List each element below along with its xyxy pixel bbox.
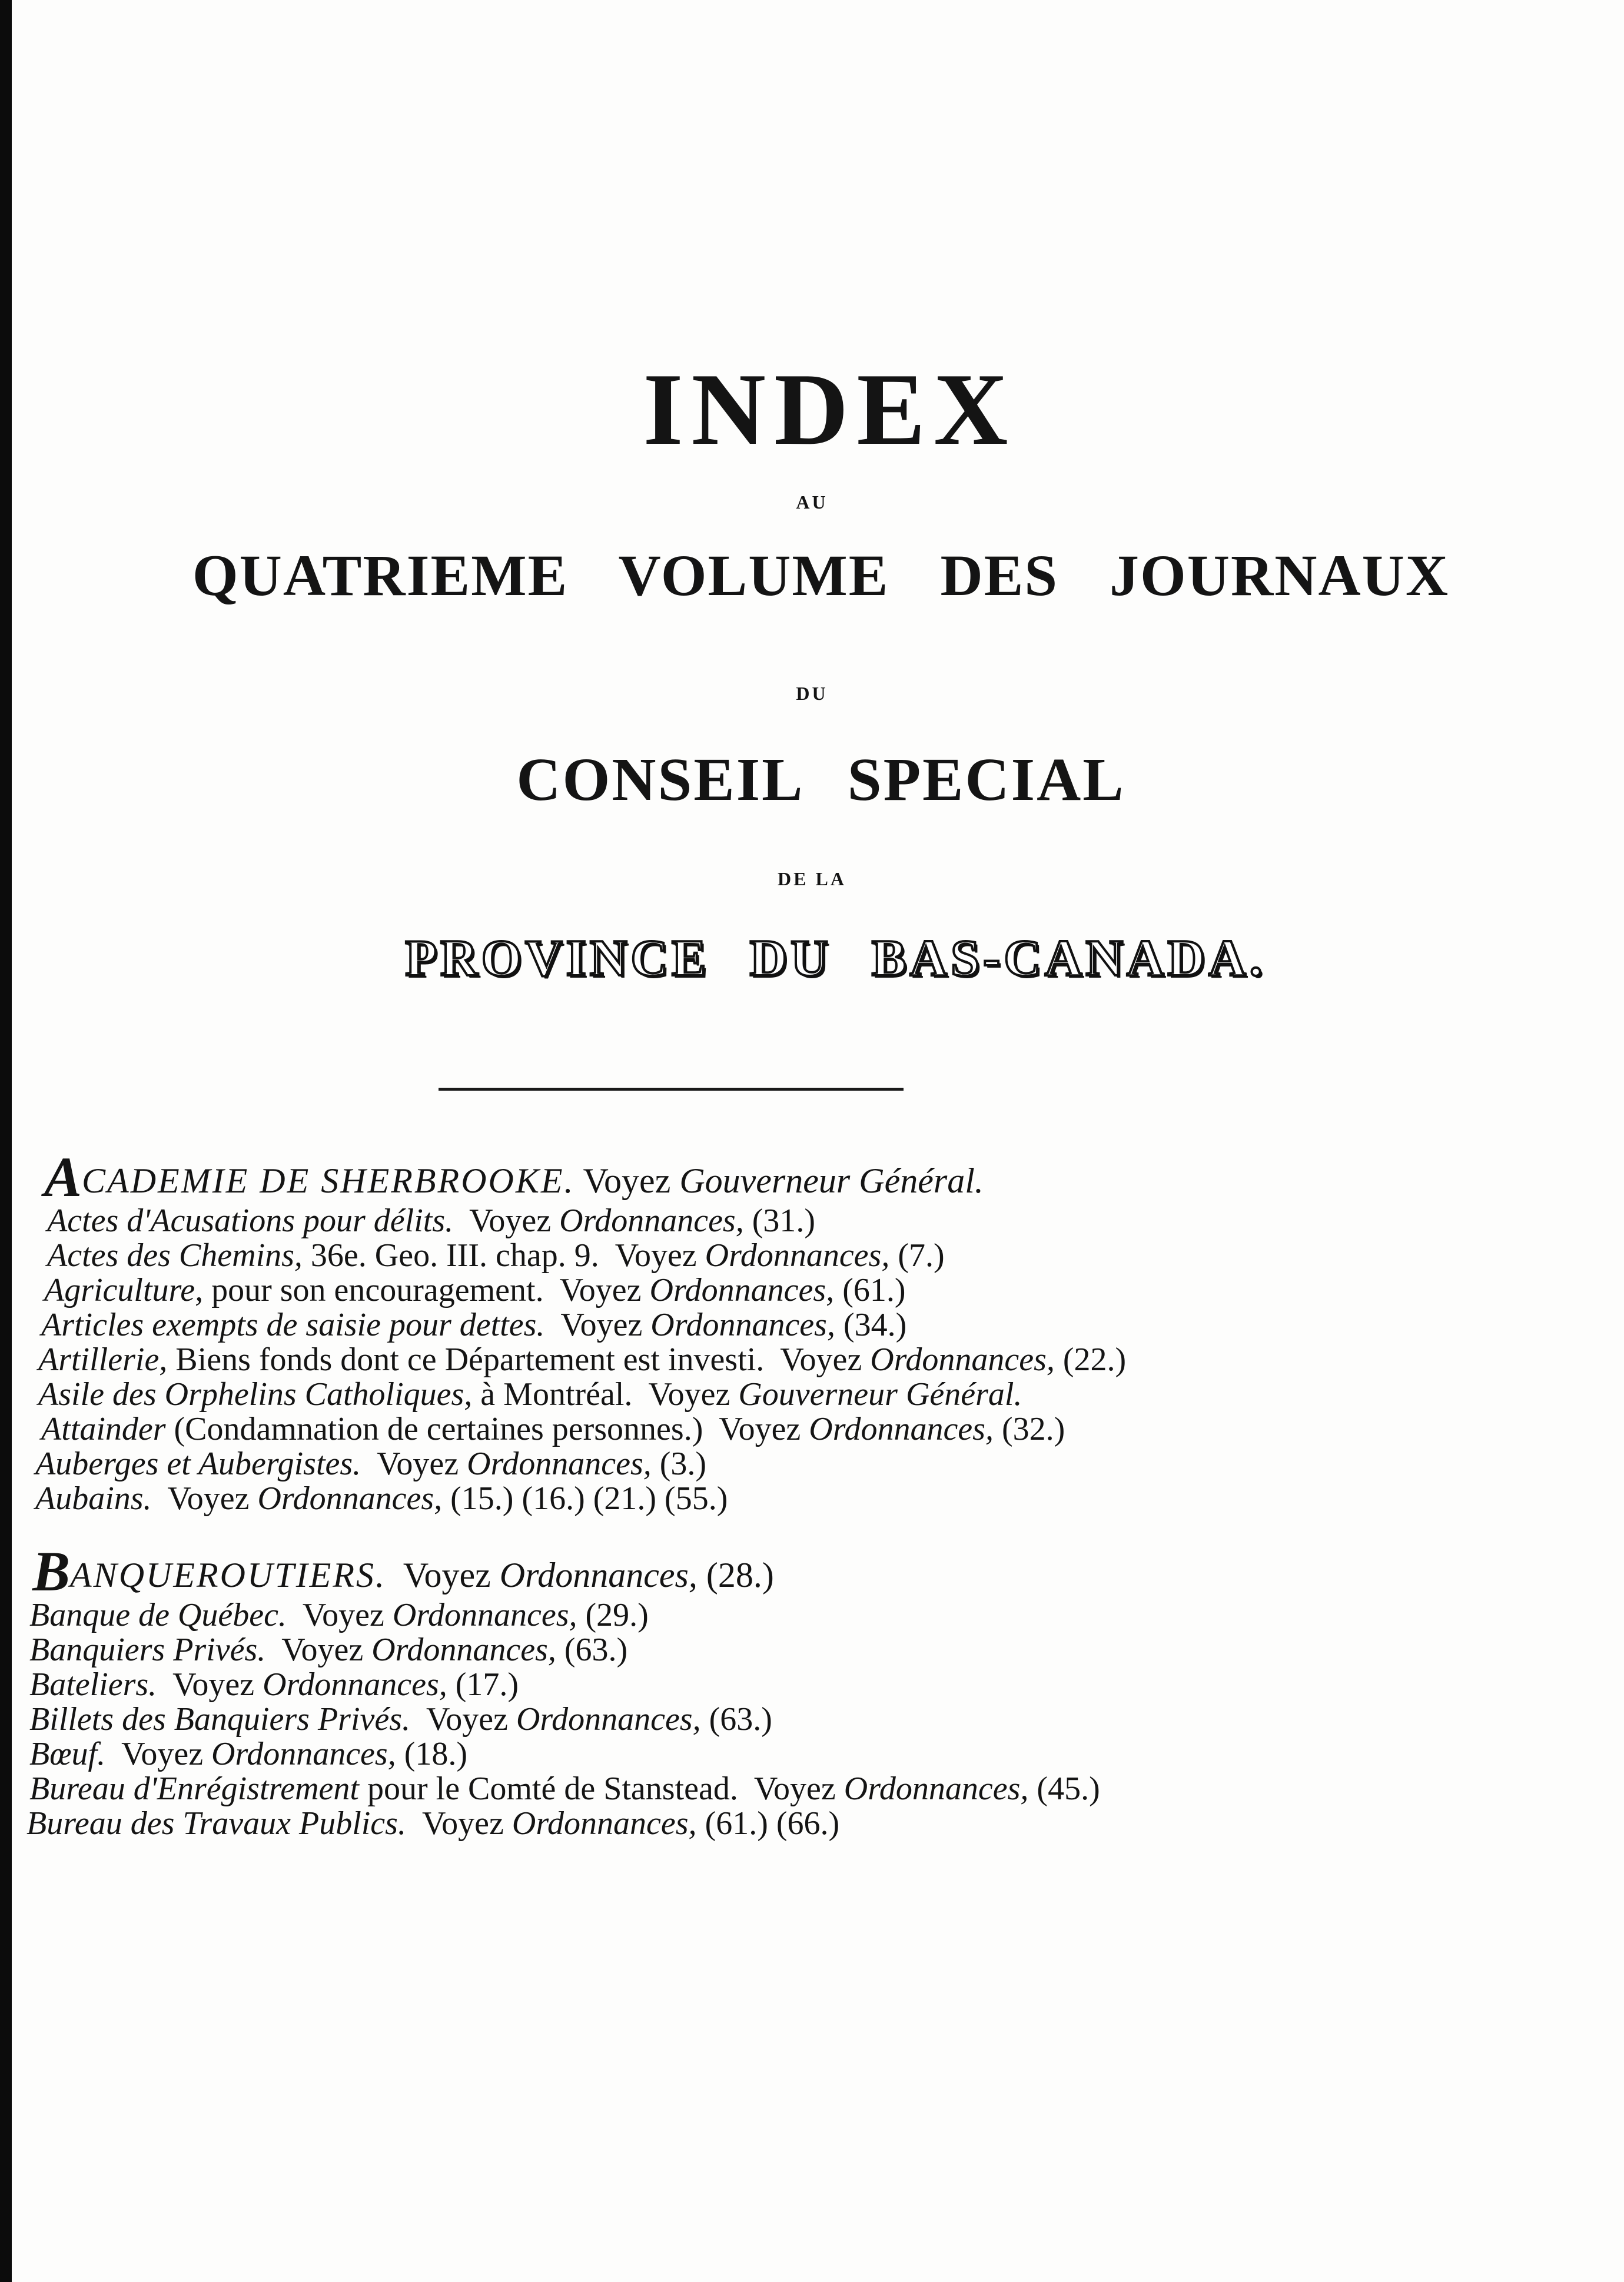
entry-reference: Ordonnances,	[257, 1480, 443, 1517]
entry-subject: Auberges et Aubergistes.	[35, 1446, 361, 1482]
entry-voyez: Voyez	[151, 1480, 258, 1517]
entry-subject: Aubains.	[35, 1480, 152, 1517]
drop-letter: A	[44, 1145, 82, 1208]
entry-numbers: (61.)	[834, 1272, 906, 1308]
entry-subject: Bateliers.	[29, 1666, 157, 1703]
entry-numbers: (34.)	[835, 1307, 907, 1343]
entry-reference: Ordonnances,	[392, 1597, 577, 1633]
entry-voyez: Voyez	[361, 1446, 467, 1482]
entry-reference: Ordonnances,	[516, 1701, 701, 1738]
entry-detail: pour son encouragement.	[203, 1272, 544, 1308]
entry-numbers: (63.)	[556, 1632, 628, 1668]
index-entry	[24, 1540, 1613, 1603]
entry-numbers: (61.) (66.)	[696, 1805, 840, 1842]
connector-au: AU	[796, 491, 828, 513]
entry-reference: Ordonnances,	[870, 1341, 1055, 1378]
entry-voyez: Voyez	[286, 1597, 393, 1633]
entry-numbers: (31.)	[743, 1203, 816, 1239]
entry-voyez: Voyez	[738, 1771, 844, 1807]
index-entry	[24, 1598, 1613, 1633]
entry-voyez: Voyez	[632, 1376, 739, 1413]
entry-numbers: (45.)	[1028, 1771, 1100, 1807]
province-heading: PROVINCE DU BAS-CANADA.	[405, 930, 1266, 987]
entry-numbers: (63.)	[700, 1701, 772, 1738]
entry-voyez: Voyez	[406, 1805, 512, 1842]
drop-letter: B	[32, 1540, 71, 1603]
entry-subject: Billets des Banquiers Privés.	[29, 1701, 411, 1738]
entry-detail: à Montréal.	[472, 1376, 633, 1413]
entry-numbers: (29.)	[577, 1597, 649, 1633]
index-entry	[24, 1204, 1613, 1238]
entry-subject: Articles exempts de saisie pour dettes.	[41, 1307, 545, 1343]
entry-reference: Gouverneur Général.	[738, 1376, 1022, 1413]
entry-detail: (Condamnation de certaines personnes.)	[165, 1411, 703, 1447]
index-entry	[24, 1308, 1613, 1343]
index-entry	[24, 1238, 1613, 1273]
entry-subject: Banque de Québec.	[29, 1597, 287, 1633]
entry-numbers: (3.)	[651, 1446, 707, 1482]
entry-subject: Agriculture,	[44, 1272, 204, 1308]
entry-detail: pour le Comté de Stanstead.	[358, 1771, 738, 1807]
index-section-a	[24, 1145, 1613, 1517]
entry-numbers: (32.)	[993, 1411, 1065, 1447]
index-entry	[24, 1668, 1613, 1702]
entry-voyez: Voyez	[764, 1341, 871, 1378]
entry-numbers: (15.) (16.) (21.) (55.)	[442, 1480, 728, 1517]
entry-numbers: (7.)	[889, 1237, 945, 1274]
entry-subject: Artillerie,	[38, 1341, 168, 1378]
index-entry	[24, 1806, 1613, 1841]
index-entry	[24, 1702, 1613, 1737]
index-entry	[24, 1343, 1613, 1377]
entry-reference: Ordonnances,	[843, 1771, 1029, 1807]
entry-voyez: Voyez	[703, 1411, 809, 1447]
entry-subject: Actes des Chemins,	[47, 1237, 303, 1274]
entry-voyez: Voyez	[543, 1272, 650, 1308]
entry-subject: Bureau d'Enrégistrement	[29, 1771, 359, 1807]
index-entry	[24, 1737, 1613, 1772]
index-section-b	[24, 1540, 1613, 1842]
entry-reference: Ordonnances,	[559, 1203, 744, 1239]
entry-reference: Gouverneur Général.	[679, 1161, 984, 1200]
entry-subject: Actes d'Acusations pour délits.	[47, 1203, 454, 1239]
entry-numbers: (28.)	[697, 1556, 774, 1595]
entry-voyez: Voyez	[386, 1556, 500, 1595]
index-entry	[24, 1412, 1613, 1447]
entry-voyez: Voyez	[599, 1237, 705, 1274]
entry-reference: Ordonnances,	[467, 1446, 652, 1482]
entry-voyez: Voyez	[453, 1203, 560, 1239]
entry-reference: Ordonnances,	[211, 1736, 396, 1772]
connector-de-la: DE LA	[778, 868, 846, 889]
index-entry	[24, 1377, 1613, 1412]
entry-reference: Ordonnances,	[650, 1307, 835, 1343]
index-entry	[24, 1447, 1613, 1482]
entry-reference: Ordonnances,	[499, 1556, 698, 1595]
entry-numbers: (22.)	[1054, 1341, 1127, 1378]
index-entry	[24, 1482, 1613, 1516]
entry-detail: Biens fonds dont ce Département est investi.	[167, 1341, 765, 1378]
entry-reference: Ordonnances,	[809, 1411, 994, 1447]
entry-reference: Ordonnances,	[649, 1272, 835, 1308]
entry-reference: Ordonnances,	[263, 1666, 447, 1703]
conseil-heading: CONSEIL SPECIAL	[516, 746, 1125, 813]
entry-voyez: Voyez	[265, 1632, 372, 1668]
entry-voyez: Voyez	[544, 1307, 651, 1343]
entry-voyez: Voyez	[574, 1161, 680, 1200]
entry-numbers: (17.)	[447, 1666, 519, 1703]
entry-subject: Banquiers Privés.	[29, 1632, 266, 1668]
entry-heading: ANQUEROUTIERS.	[70, 1556, 386, 1595]
entry-subject: Bureau des Travaux Publics.	[26, 1805, 406, 1842]
index-entry	[24, 1273, 1613, 1308]
entry-heading: CADEMIE DE SHERBROOKE.	[82, 1161, 575, 1200]
entry-voyez: Voyez	[105, 1736, 212, 1772]
title-divider	[439, 1088, 904, 1091]
entry-voyez: Voyez	[157, 1666, 263, 1703]
index-entry	[24, 1145, 1613, 1208]
entry-numbers: (18.)	[396, 1736, 468, 1772]
entry-subject: Asile des Orphelins Catholiques,	[38, 1376, 473, 1413]
entry-reference: Ordonnances,	[512, 1805, 697, 1842]
entry-subject: Bœuf.	[29, 1736, 106, 1772]
entry-reference: Ordonnances,	[371, 1632, 556, 1668]
index-entry	[24, 1633, 1613, 1668]
volume-heading: QUATRIEME VOLUME DES JOURNAUX	[192, 543, 1450, 608]
index-entry	[24, 1772, 1613, 1806]
entry-voyez: Voyez	[410, 1701, 516, 1738]
connector-du: DU	[796, 683, 828, 704]
entry-detail: 36e. Geo. III. chap. 9.	[302, 1237, 599, 1274]
entry-reference: Ordonnances,	[705, 1237, 890, 1274]
scan-left-edge	[0, 0, 12, 2282]
entry-subject: Attainder	[41, 1411, 166, 1447]
page-title: INDEX	[643, 352, 1017, 466]
